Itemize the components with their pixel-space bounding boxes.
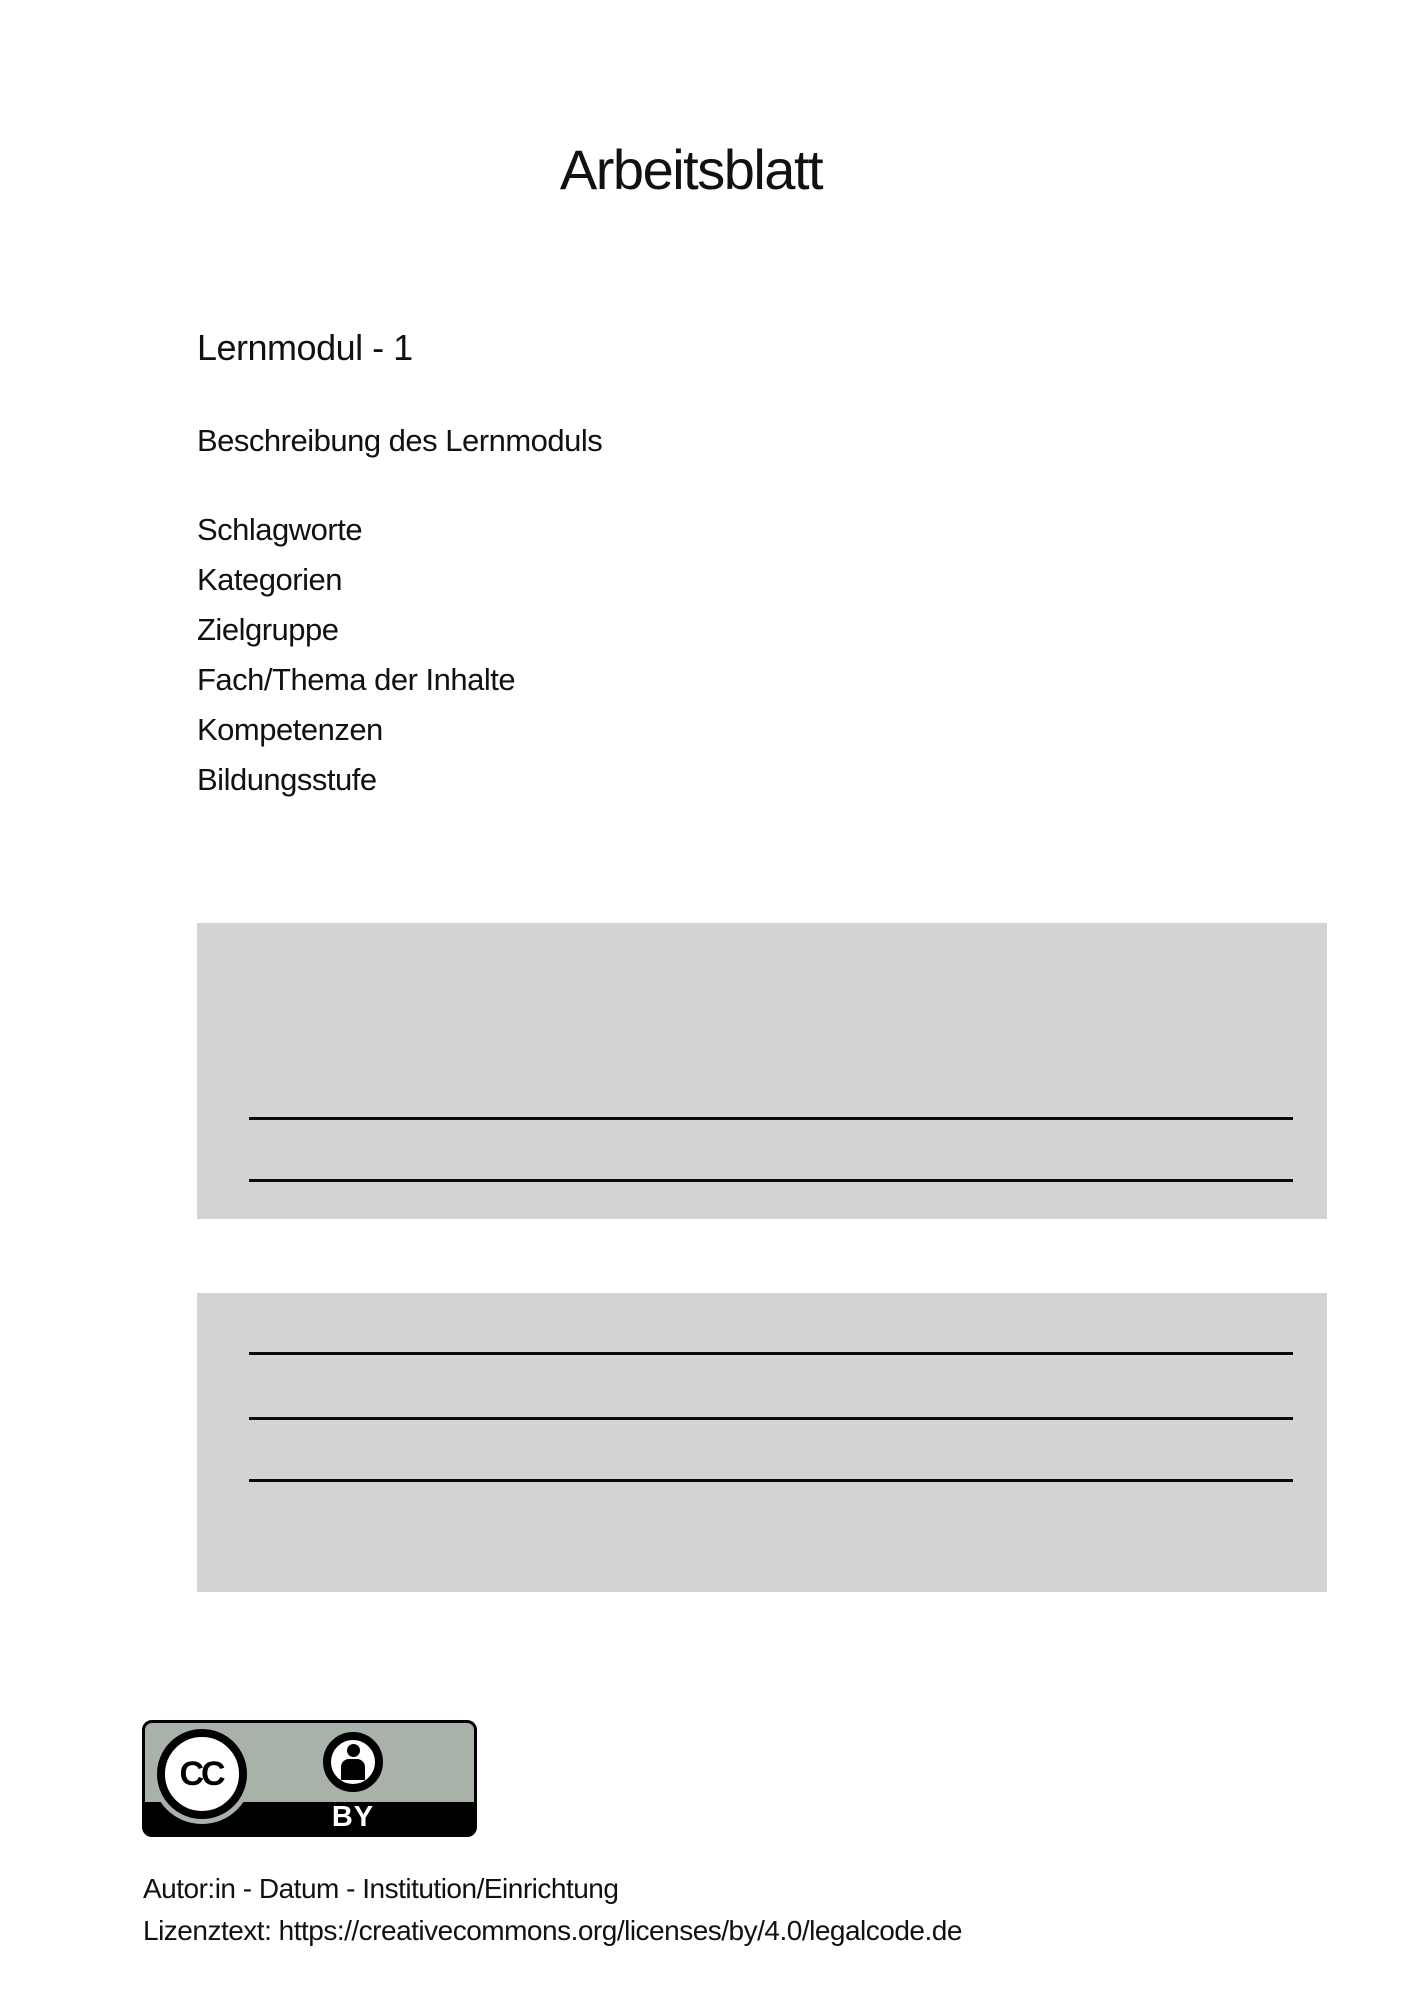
cc-by-license-badge[interactable]: [142, 1720, 477, 1837]
by-label: BY: [331, 1801, 375, 1833]
answer-box-2: [197, 1293, 1327, 1592]
cc-logo-icon: [157, 1729, 247, 1819]
meta-field-schlagworte: Schlagworte: [197, 512, 363, 547]
meta-field-list: [197, 505, 515, 805]
writing-line: [249, 1352, 1293, 1355]
writing-line: [249, 1417, 1293, 1420]
cc-logo-label: CC: [179, 1754, 223, 1793]
person-body: [341, 1759, 365, 1780]
meta-field-zielgruppe: Zielgruppe: [197, 612, 339, 647]
footer-credits: [143, 1868, 962, 1952]
person-head: [347, 1744, 360, 1757]
meta-field-bildungsstufe: Bildungsstufe: [197, 762, 377, 797]
writing-line: [249, 1117, 1293, 1120]
writing-line: [249, 1179, 1293, 1182]
author-credit-line: Autor:in - Datum - Institution/Einrichtung: [143, 1873, 619, 1904]
meta-field-kompetenzen: Kompetenzen: [197, 712, 383, 747]
person-icon: [323, 1732, 383, 1792]
answer-box-1: [197, 923, 1327, 1219]
module-description: Beschreibung des Lernmoduls: [197, 423, 603, 458]
meta-field-kategorien: Kategorien: [197, 562, 342, 597]
license-url-line: Lizenztext: https://creativecommons.org/licenses/by/4.0/legalcode.de: [143, 1915, 962, 1946]
page-title: Arbeitsblatt: [559, 138, 823, 201]
writing-line: [249, 1479, 1293, 1482]
meta-field-fach-thema: Fach/Thema der Inhalte: [197, 662, 516, 697]
module-heading: Lernmodul - 1: [197, 327, 413, 368]
